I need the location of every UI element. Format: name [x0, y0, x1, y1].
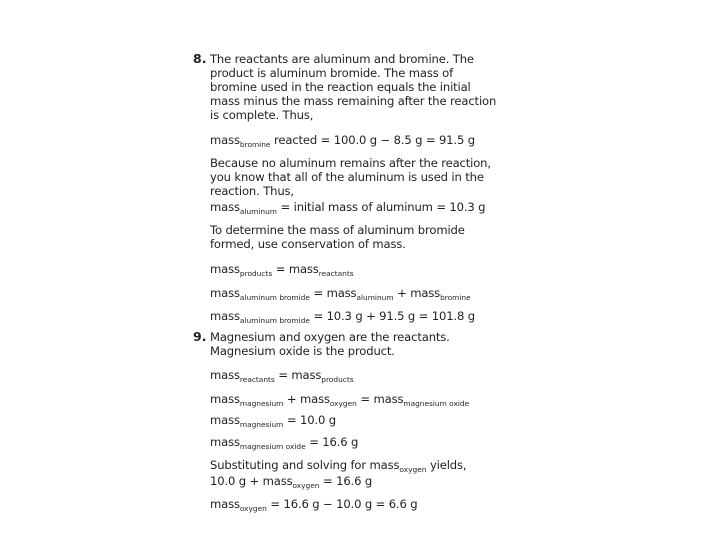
problem-9-intro-line: Magnesium oxide is the product.	[210, 344, 395, 358]
problem-8-intro-line: mass minus the mass remaining after the reaction	[210, 94, 497, 108]
problem-8-number: 8.	[193, 51, 207, 66]
equation-aluminum-bromide-result: mass$_{aluminum bromide}$ = 10.3 g + 91.5 g = 101.8 g	[210, 309, 475, 325]
problem-8-intro-line: product is aluminum bromide. The mass of	[210, 66, 454, 80]
problem-8-intro-line: bromine used in the reaction equals the initial	[210, 80, 471, 94]
equation-conservation-of-mass: mass$_{products}$ = mass$_{reactants}$	[210, 262, 354, 278]
problem-9-intro-line: Magnesium and oxygen are the reactants.	[210, 330, 450, 344]
problem-8-intro-line: The reactants are aluminum and bromine. The	[210, 52, 474, 66]
equation-substitution: 10.0 g + mass$_{oxygen}$ = 16.6 g	[210, 474, 373, 490]
problem-8-paragraph-line: you know that all of the aluminum is used in the	[210, 170, 484, 184]
equation-oxygen-result: mass$_{oxygen}$ = 16.6 g − 10.0 g = 6.6 g	[210, 497, 418, 513]
equation-aluminum-bromide-sum: mass$_{aluminum bromide}$ = mass$_{aluminum}$ + mass$_{bromine}$	[210, 286, 471, 302]
equation-conservation-of-mass: mass$_{reactants}$ = mass$_{products}$	[210, 368, 354, 384]
problem-8-paragraph-line: reaction. Thus,	[210, 184, 294, 198]
problem-8-paragraph-line: Because no aluminum remains after the reaction,	[210, 156, 491, 170]
equation-magnesium-oxide-mass: mass$_{magnesium oxide}$ = 16.6 g	[210, 435, 359, 451]
substitution-sentence: Substituting and solving for mass$_{oxygen}$ yields,	[210, 458, 467, 474]
equation-aluminum-mass: mass$_{aluminum}$ = initial mass of aluminum = 10.3 g	[210, 200, 486, 216]
problem-8-intro-line: is complete. Thus,	[210, 108, 314, 122]
problem-9-number: 9.	[193, 329, 207, 344]
problem-8-paragraph-line: To determine the mass of aluminum bromide	[210, 223, 465, 237]
equation-bromine-reacted: mass$_{bromine}$ reacted = 100.0 g − 8.5 g = 91.5 g	[210, 133, 475, 149]
equation-magnesium-oxygen-sum: mass$_{magnesium}$ + mass$_{oxygen}$ = mass$_{magnesium oxide}$	[210, 392, 470, 408]
problem-8-paragraph-line: formed, use conservation of mass.	[210, 237, 406, 251]
equation-magnesium-mass: mass$_{magnesium}$ = 10.0 g	[210, 413, 336, 429]
